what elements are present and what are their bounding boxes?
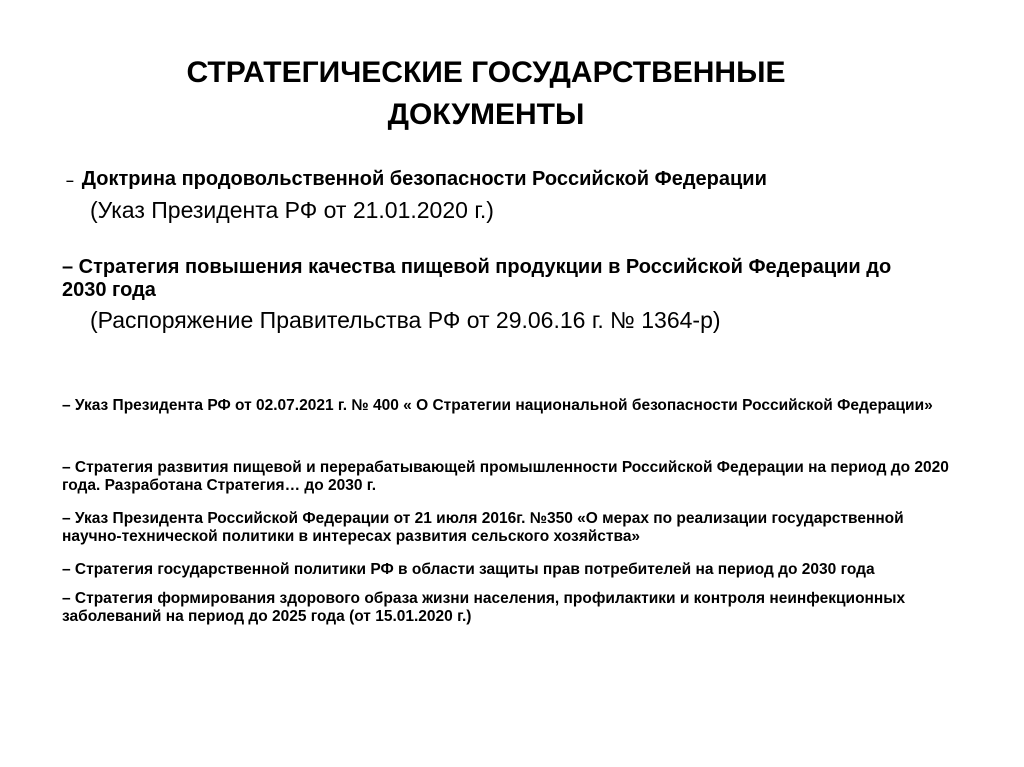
title-line-2: ДОКУМЕНТЫ <box>387 98 585 131</box>
list-item: – Стратегия государственной политики РФ в области защиты прав потребителей на период до 2030 года <box>62 561 875 578</box>
list-item: – Указ Президента Российской Федерации от 21 июля 2016г. №350 «О мерах по реализации государственной научно-технической политики в интересах развития сельского хозяйства» <box>62 510 904 545</box>
list-item: – Стратегия формирования здорового образа жизни населения, профилактики и контроля неинфекционных заболеваний на период до 2025 года (от 15.01.2020 г.) <box>62 590 906 625</box>
list-item: – Стратегия развития пищевой и перерабатывающей промышленности Российской Федерации на период до 2020 года. Разработана Стратегия… до 2030 г. <box>62 459 949 494</box>
page-title <box>100 52 872 136</box>
item-source-note: (Указ Президента РФ от 21.01.2020 г.) <box>90 197 494 223</box>
document-item-food-security-doctrine <box>66 166 946 193</box>
item-source-note: (Распоряжение Правительства РФ от 29.06.16 г. № 1364-р) <box>90 307 721 333</box>
list-item: – Указ Президента РФ от 02.07.2021 г. № 400 « О Стратегии национальной безопасности Российской Федерации» <box>62 397 933 414</box>
item-text: Доктрина продовольственной безопасности Российской Федерации <box>81 168 767 190</box>
title-line-1: СТРАТЕГИЧЕСКИЕ ГОСУДАРСТВЕННЫЕ <box>186 56 786 89</box>
item-dash: – <box>66 172 74 188</box>
document-item-food-quality-strategy: – Стратегия повышения качества пищевой продукции в Российской Федерации до 2030 года <box>62 256 892 301</box>
